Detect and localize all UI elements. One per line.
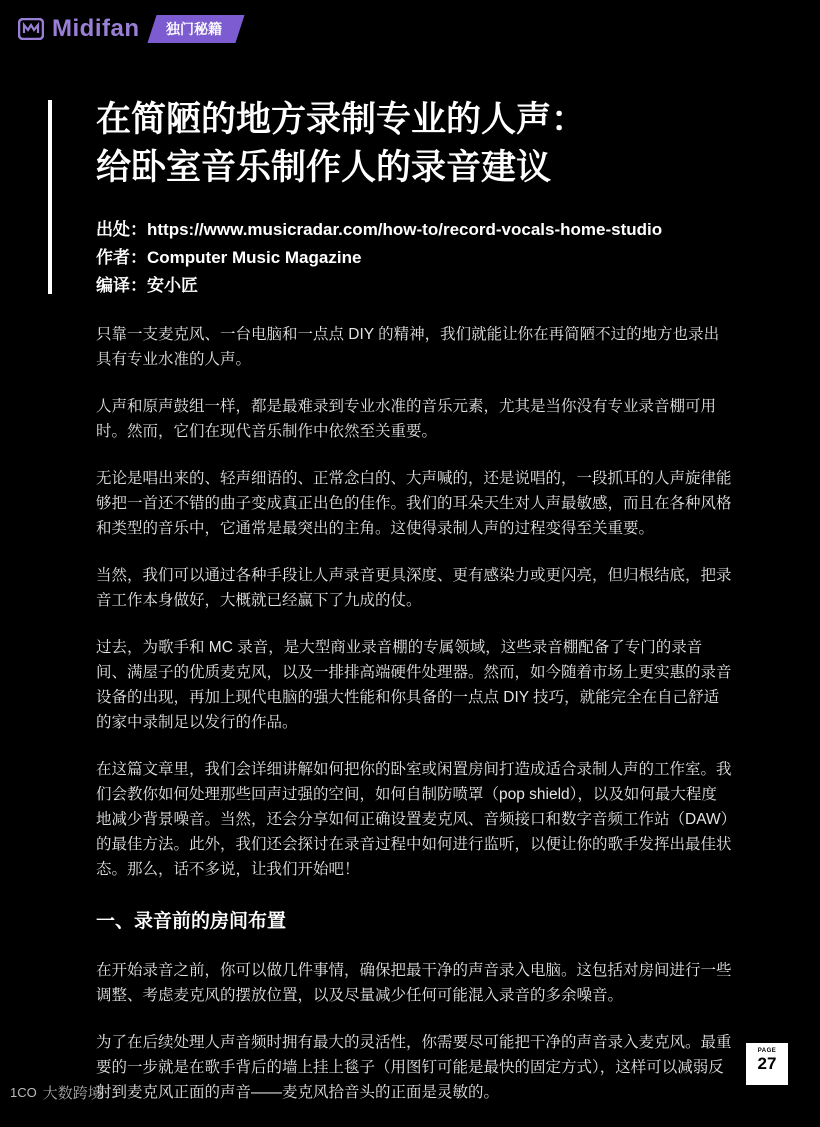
article-body [96,322,732,1127]
watermark-logo-icon: 1CO [10,1085,37,1100]
title-accent-bar [48,100,52,294]
title-line-2: 给卧室音乐制作人的录音建议 [96,148,552,187]
author-line: 作者：Computer Music Magazine [96,248,362,267]
page-label: PAGE [757,1048,777,1054]
title-line-1: 在简陋的地方录制专业的人声： [96,100,587,139]
watermark-text: 大数跨境 [42,1085,103,1102]
footer-watermark [10,1082,103,1103]
paragraph: 当然，我们可以通过各种手段让人声录音更具深度、更有感染力或更闪亮，但归根结底，把录音工作本身做好，大概就已经赢下了九成的仗。 [96,567,732,609]
section-heading: 一、录音前的房间布置 [96,911,287,932]
article-title [96,96,716,192]
midifan-logo-icon [18,18,44,40]
article-meta [96,216,662,300]
page-number-box [746,1043,788,1085]
header [18,14,240,44]
page-number: 27 [757,1054,777,1073]
paragraph: 无论是唱出来的、轻声细语的、正常念白的、大声喊的，还是说唱的，一段抓耳的人声旋律能够把一首还不错的曲子变成真正出色的佳作。我们的耳朵天生对人声最敏感，而且在各种风格和类型的音乐中，它通常是最突出的主角。这使得录制人声的过程变得至关重要。 [96,470,732,537]
paragraph: 只靠一支麦克风、一台电脑和一点点 DIY 的精神，我们就能让你在再简陋不过的地方也录出具有专业水准的人声。 [96,326,720,368]
translator-line: 编译：安小匠 [96,276,198,295]
source-line: 出处：https://www.musicradar.com/how-to/record-vocals-home-studio [96,220,663,239]
paragraph: 在开始录音之前，你可以做几件事情，确保把最干净的声音录入电脑。这包括对房间进行一些调整、考虑麦克风的摆放位置，以及尽量减少任何可能混入录音的多余噪音。 [96,962,732,1004]
paragraph: 人声和原声鼓组一样，都是最难录到专业水准的音乐元素，尤其是当你没有专业录音棚可用时。然而，它们在现代音乐制作中依然至关重要。 [96,398,717,440]
brand-name: Midifan [52,15,140,42]
section-tag: 独门秘籍 [147,15,244,43]
paragraph: 为了在后续处理人声音频时拥有最大的灵活性，你需要尽可能把干净的声音录入麦克风。最重要的一步就是在歌手背后的墙上挂上毯子（用图钉可能是最快的固定方式），这样可以减弱反射到麦克风正面的声音——麦克风拾音头的正面是灵敏的。 [96,1034,732,1101]
paragraph: 在这篇文章里，我们会详细讲解如何把你的卧室或闲置房间打造成适合录制人声的工作室。我们会教你如何处理那些回声过强的空间，如何自制防喷罩（pop shield），以及如何最大程度地减少背景噪音。当然，还会分享如何正确设置麦克风、音频接口和数字音频工作站（DAW）的最佳方法。此外，我们还会探讨在录音过程中如何进行监听，以便让你的歌手发挥出最佳状态。那么，话不多说，让我们开始吧！ [96,761,732,878]
paragraph: 过去，为歌手和 MC 录音，是大型商业录音棚的专属领域，这些录音棚配备了专门的录音间、满屋子的优质麦克风，以及一排排高端硬件处理器。然而，如今随着市场上更实惠的录音设备的出现，再加上现代电脑的强大性能和你具备的一点点 DIY 技巧，就能完全在自己舒适的家中录制足以发行的作品。 [96,639,732,731]
